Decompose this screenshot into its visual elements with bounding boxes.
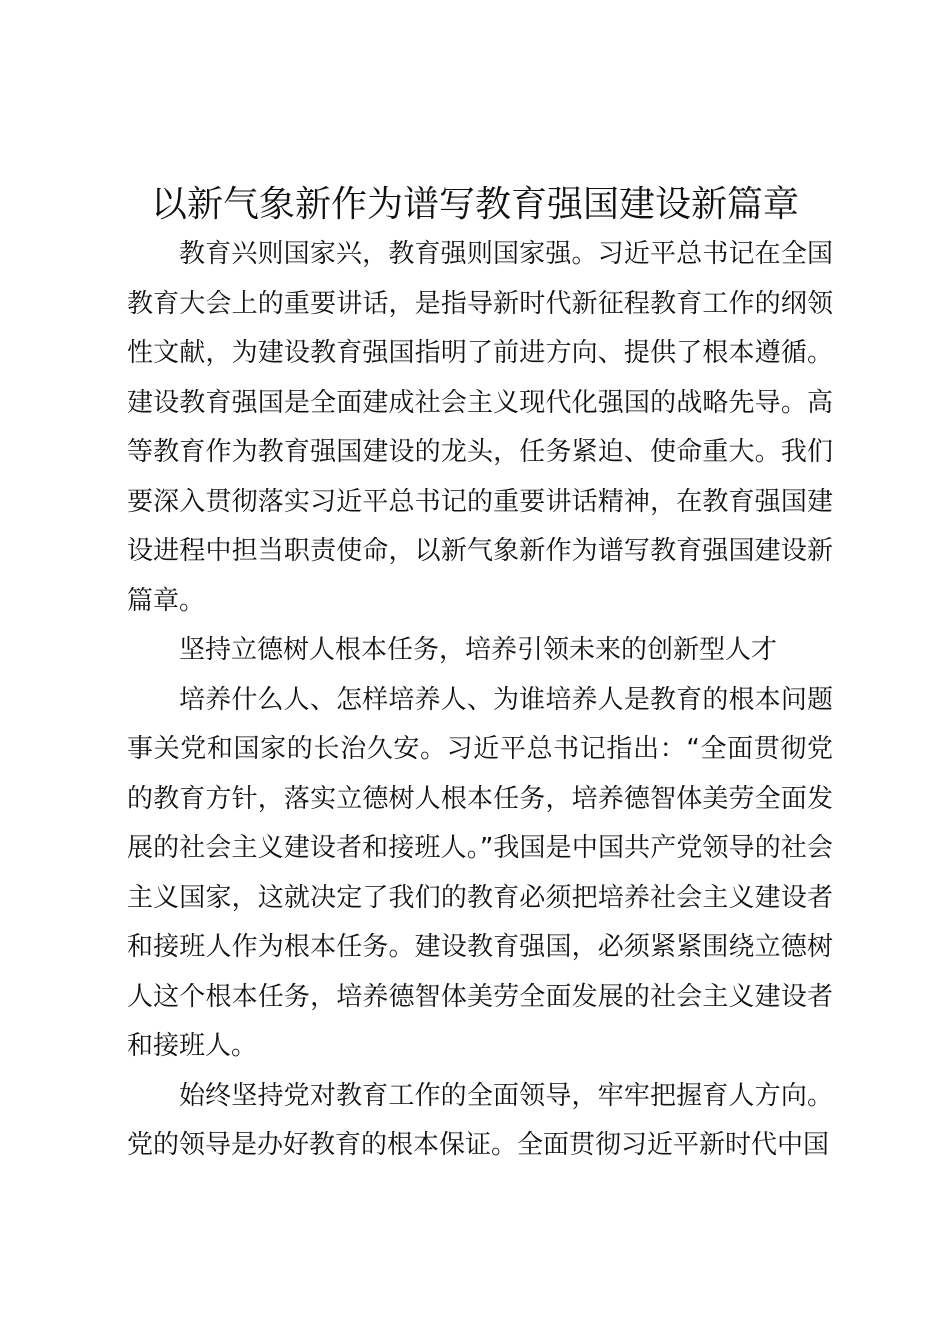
section-heading: 坚持立德树人根本任务，培养引领未来的创新型人才 — [179, 635, 778, 665]
paragraph-intro: 教育兴则国家兴，教育强则国家强。习近平总书记在全国教育大会上的重要讲话，是指导新时代新征程教育工作的纲领性文献，为建设教育强国指明了前进方向、提供了根本遵循。建设教育强国是全面建成社会主义现代化强国的战略先导。高等教育作为教育强国建设的龙头，任务紧迫、使命重大。我们要深入贯彻落实习近平总书记的重要讲话精神，在教育强国建设进程中担当职责使命，以新气象新作为谱写教育强国建设新篇章。 — [127, 239, 833, 616]
paragraph-fundamental-task: 培养什么人、怎样培养人、为谁培养人是教育的根本问题事关党和国家的长治久安。习近平总书记指出：“全面贯彻党的教育方针，落实立德树人根本任务，培养德智体美劳全面发展的社会主义建设者和接班人。”我国是中国共产党领导的社会主义国家，这就决定了我们的教育必须把培养社会主义建设者和接班人作为根本任务。建设教育强国，必须紧紧围绕立德树人这个根本任务，培养德智体美劳全面发展的社会主义建设者和接班人。 — [127, 684, 833, 1061]
document-body — [127, 230, 833, 1171]
document-title: 以新气象新作为谱写教育强国建设新篇章 — [150, 184, 799, 225]
paragraph-party-leadership: 始终坚持党对教育工作的全面领导，牢牢把握育人方向。党的领导是办好教育的根本保证。全面贯彻习近平新时代中国 — [127, 1080, 833, 1160]
